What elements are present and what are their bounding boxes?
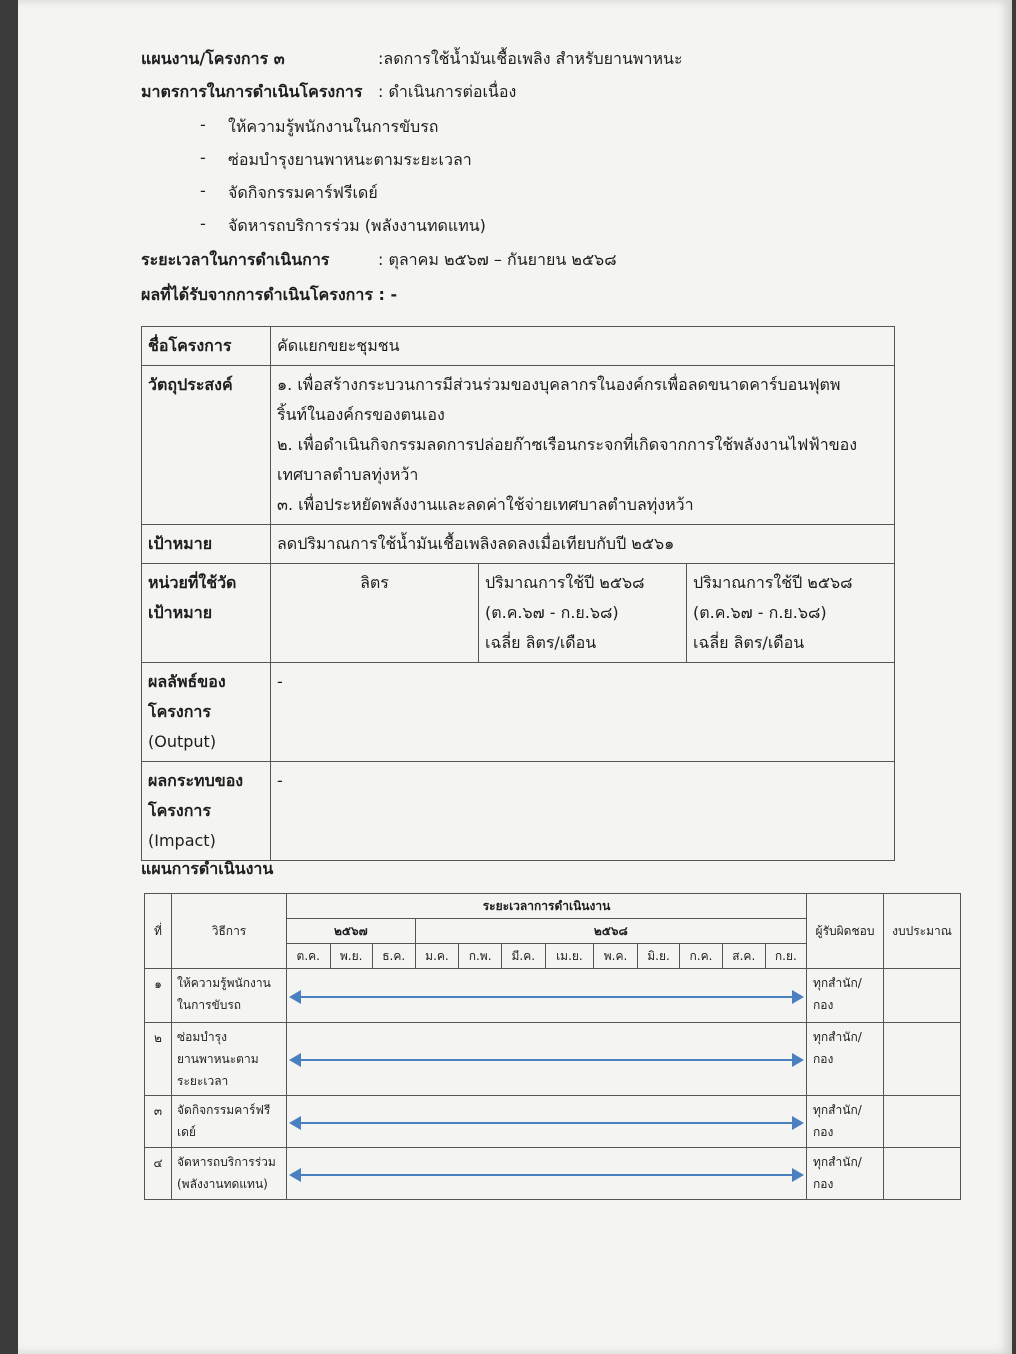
month: ธ.ค. xyxy=(372,944,415,969)
output-label-line: โครงการ xyxy=(148,702,211,721)
row-no: ๒ xyxy=(145,1023,172,1096)
month: พ.ค. xyxy=(594,944,638,969)
resp-line: กอง xyxy=(813,1177,834,1191)
double-arrow-icon xyxy=(291,996,802,998)
measures-value: : ดำเนินการต่อเนื่อง xyxy=(378,82,517,101)
resp-line: กอง xyxy=(813,1125,834,1139)
month: ก.ค. xyxy=(680,944,723,969)
bullet-dash: - xyxy=(200,214,206,233)
year-a: ๒๕๖๗ xyxy=(287,919,416,944)
usage-b xyxy=(687,564,895,663)
row-no: ๔ xyxy=(145,1148,172,1200)
table-row xyxy=(145,1148,961,1200)
unit-label-line: เป้าหมาย xyxy=(148,603,213,622)
period-label: ระยะเวลาในการดำเนินการ xyxy=(141,250,330,269)
objective-line: ริ้นท์ในองค์กรของตนเอง xyxy=(277,405,445,424)
output-label-line: (Output) xyxy=(148,732,217,751)
method-line: ระยะเวลา xyxy=(177,1074,229,1088)
objective-values xyxy=(271,366,895,525)
bullet-dash: - xyxy=(200,115,206,134)
usage-a xyxy=(479,564,687,663)
impact-value: - xyxy=(271,762,895,861)
month: ม.ค. xyxy=(415,944,459,969)
plan-value: :ลดการใช้น้ำมันเชื้อเพลิง สำหรับยานพาหนะ xyxy=(378,49,683,68)
output-label xyxy=(142,663,271,762)
method-line: ให้ความรู้พนักงาน xyxy=(177,976,271,990)
double-arrow-icon xyxy=(291,1059,802,1061)
row-resp xyxy=(807,1148,884,1200)
table-row xyxy=(145,1096,961,1148)
resp-line: กอง xyxy=(813,1052,834,1066)
month: ต.ค. xyxy=(287,944,331,969)
target-label: เป้าหมาย xyxy=(142,525,271,564)
row-method xyxy=(172,1023,287,1096)
row-resp xyxy=(807,1023,884,1096)
objective-line: เทศบาลตำบลทุ่งหว้า xyxy=(277,465,419,484)
row-resp xyxy=(807,969,884,1023)
plan-table xyxy=(144,893,961,1200)
timeline-cell xyxy=(287,1023,807,1096)
bullet-item: ให้ความรู้พนักงานในการขับรถ xyxy=(228,117,439,136)
output-value: - xyxy=(271,663,895,762)
row-method xyxy=(172,969,287,1023)
resp-line: ทุกสำนัก/ xyxy=(813,1155,862,1169)
plan-label: แผนงาน/โครงการ ๓ xyxy=(141,49,285,68)
bullet-item: จัดหารถบริการร่วม (พลังงานทดแทน) xyxy=(228,216,486,235)
month: พ.ย. xyxy=(330,944,372,969)
bullet-item: ซ่อมบำรุงยานพาหนะตามระยะเวลา xyxy=(228,150,472,169)
col-resp: ผู้รับผิดชอบ xyxy=(807,894,884,969)
method-line: (พลังงานทดแทน) xyxy=(177,1177,268,1191)
plan-title: แผนการดำเนินงาน xyxy=(141,859,274,878)
unit-value: ลิตร xyxy=(271,564,479,663)
project-name-value: คัดแยกขยะชุมชน xyxy=(271,327,895,366)
objective-line: ๓. เพื่อประหยัดพลังงานและลดค่าใช้จ่ายเทศบาลตำบลทุ่งหว้า xyxy=(277,495,694,514)
method-line: เดย์ xyxy=(177,1125,196,1139)
bullet-item: จัดกิจกรรมคาร์ฟรีเดย์ xyxy=(228,183,378,202)
impact-label-line: (Impact) xyxy=(148,831,216,850)
usage-line: ปริมาณการใช้ปี ๒๕๖๘ xyxy=(693,573,853,592)
method-line: จัดกิจกรรมคาร์ฟรี xyxy=(177,1103,271,1117)
period-value: : ตุลาคม ๒๕๖๗ – กันยายน ๒๕๖๘ xyxy=(378,250,617,269)
result-label: ผลที่ได้รับจากการดำเนินโครงการ : - xyxy=(141,285,398,304)
usage-line: ปริมาณการใช้ปี ๒๕๖๘ xyxy=(485,573,645,592)
project-name-label: ชื่อโครงการ xyxy=(142,327,271,366)
output-label-line: ผลลัพธ์ของ xyxy=(148,672,226,691)
objective-line: ๒. เพื่อดำเนินกิจกรรมลดการปล่อยก๊าซเรือนกระจกที่เกิดจากการใช้พลังงานไฟฟ้าของ xyxy=(277,435,858,454)
year-b: ๒๕๖๘ xyxy=(415,919,806,944)
row-budget xyxy=(884,1023,961,1096)
project-table xyxy=(141,326,895,861)
usage-line: เฉลี่ย ลิตร/เดือน xyxy=(485,633,597,652)
usage-line: เฉลี่ย ลิตร/เดือน xyxy=(693,633,805,652)
bullet-dash: - xyxy=(200,181,206,200)
month: มี.ค. xyxy=(501,944,545,969)
col-method: วิธีการ xyxy=(172,894,287,969)
col-no: ที่ xyxy=(145,894,172,969)
month: มิ.ย. xyxy=(637,944,679,969)
resp-line: กอง xyxy=(813,998,834,1012)
method-line: ยานพาหนะตาม xyxy=(177,1052,259,1066)
resp-line: ทุกสำนัก/ xyxy=(813,1103,862,1117)
target-value: ลดปริมาณการใช้น้ำมันเชื้อเพลิงลดลงเมื่อเทียบกับปี ๒๕๖๑ xyxy=(271,525,895,564)
objective-label: วัตถุประสงค์ xyxy=(142,366,271,525)
col-period: ระยะเวลาการดำเนินงาน xyxy=(287,894,807,919)
row-budget xyxy=(884,1096,961,1148)
method-line: จัดหารถบริการร่วม xyxy=(177,1155,276,1169)
impact-label xyxy=(142,762,271,861)
row-no: ๓ xyxy=(145,1096,172,1148)
row-resp xyxy=(807,1096,884,1148)
usage-line: (ต.ค.๖๗ - ก.ย.๖๘) xyxy=(485,603,619,622)
unit-label xyxy=(142,564,271,663)
double-arrow-icon xyxy=(291,1122,802,1124)
month: ส.ค. xyxy=(722,944,765,969)
measures-label: มาตรการในการดำเนินโครงการ xyxy=(141,82,363,101)
timeline-cell xyxy=(287,969,807,1023)
bullet-dash: - xyxy=(200,148,206,167)
row-budget xyxy=(884,1148,961,1200)
impact-label-line: ผลกระทบของ xyxy=(148,771,244,790)
resp-line: ทุกสำนัก/ xyxy=(813,1030,862,1044)
objective-line: ๑. เพื่อสร้างกระบวนการมีส่วนร่วมของบุคลากรในองค์กรเพื่อลดขนาดคาร์บอนฟุตพ xyxy=(277,375,841,394)
double-arrow-icon xyxy=(291,1174,802,1176)
row-no: ๑ xyxy=(145,969,172,1023)
row-method xyxy=(172,1148,287,1200)
method-line: ในการขับรถ xyxy=(177,998,242,1012)
unit-label-line: หน่วยที่ใช้วัด xyxy=(148,573,237,592)
resp-line: ทุกสำนัก/ xyxy=(813,976,862,990)
table-row xyxy=(145,1023,961,1096)
timeline-cell xyxy=(287,1096,807,1148)
row-method xyxy=(172,1096,287,1148)
method-line: ซ่อมบำรุง xyxy=(177,1030,227,1044)
month: ก.ย. xyxy=(765,944,806,969)
usage-line: (ต.ค.๖๗ - ก.ย.๖๘) xyxy=(693,603,827,622)
row-budget xyxy=(884,969,961,1023)
month: ก.พ. xyxy=(459,944,502,969)
month: เม.ย. xyxy=(545,944,593,969)
col-budget: งบประมาณ xyxy=(884,894,961,969)
impact-label-line: โครงการ xyxy=(148,801,211,820)
table-row xyxy=(145,969,961,1023)
timeline-cell xyxy=(287,1148,807,1200)
